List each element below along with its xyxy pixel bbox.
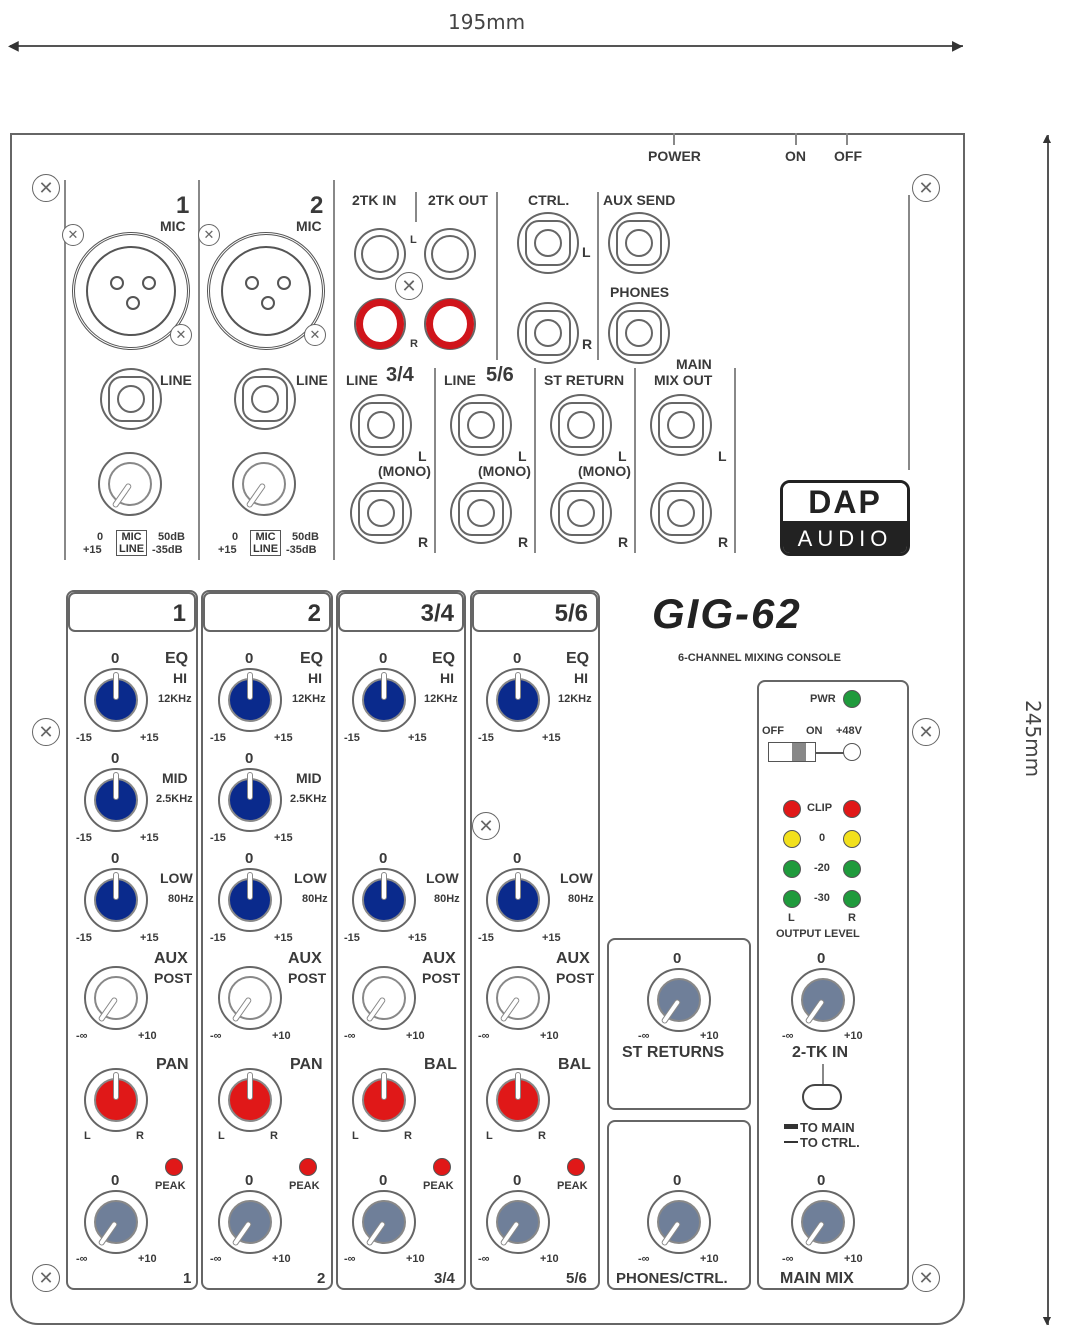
ch1-low-zero: 0 xyxy=(111,850,120,867)
ch2-hi-zero: 0 xyxy=(245,650,254,667)
ch2-aux-label: AUX xyxy=(288,950,322,967)
st-returns-label: ST RETURNS xyxy=(622,1044,725,1061)
line34-mono: (MONO) xyxy=(378,463,431,479)
ch2-mid-freq: 2.5KHz xyxy=(290,793,327,805)
width-dimension-label: 195mm xyxy=(448,10,526,34)
tk-in-zero: 0 xyxy=(817,950,826,967)
ch1-mic-label: MIC xyxy=(160,218,186,234)
ch2-pan-r: R xyxy=(270,1130,278,1142)
ch2-mid-max: +15 xyxy=(274,832,293,844)
ch56-hi-label: HI xyxy=(574,670,588,686)
ch34-foot-label: 3/4 xyxy=(434,1270,455,1287)
ch2-level-min: -∞ xyxy=(210,1253,222,1265)
screw-icon: ✕ xyxy=(62,224,84,246)
width-dimension-line xyxy=(10,45,963,47)
tk-in-knob[interactable] xyxy=(791,968,855,1032)
ctrl-label: CTRL. xyxy=(528,192,570,208)
ch1-low-label: LOW xyxy=(160,870,193,886)
line56-prefix: LINE xyxy=(444,372,476,388)
st-return-r: R xyxy=(618,534,629,550)
tk-in-link xyxy=(822,1064,824,1084)
ch1-foot-label: 1 xyxy=(183,1270,192,1287)
arrow-left-icon: ◀ xyxy=(8,37,19,53)
meter-r-0-led xyxy=(843,830,861,848)
meter-l-30-led xyxy=(783,890,801,908)
meter-30-label: -30 xyxy=(814,892,830,904)
ch34-hi-label: HI xyxy=(440,670,454,686)
ch1-eq-low-knob[interactable] xyxy=(84,868,148,932)
ch2-hi-freq: 12KHz xyxy=(292,693,326,705)
main-mix-knob[interactable] xyxy=(791,1190,855,1254)
button-up-icon xyxy=(784,1141,798,1143)
ch2-level-knob[interactable] xyxy=(218,1190,282,1254)
ch56-hi-zero: 0 xyxy=(513,650,522,667)
ch2-low-zero: 0 xyxy=(245,850,254,867)
st-returns-min: -∞ xyxy=(638,1030,650,1042)
ch1-level-max: +10 xyxy=(138,1253,157,1265)
ch1-level-min: -∞ xyxy=(76,1253,88,1265)
ch56-hi-freq: 12KHz xyxy=(558,693,592,705)
ch2-peak-led xyxy=(299,1158,317,1176)
ch1-line-label: LINE xyxy=(160,372,192,388)
screw-icon: ✕ xyxy=(304,324,326,346)
divider xyxy=(534,368,536,553)
phones-ctrl-max: +10 xyxy=(700,1253,719,1265)
screw-icon: ✕ xyxy=(912,718,940,746)
ch34-low-max: +15 xyxy=(408,932,427,944)
phantom-on-label: ON xyxy=(806,725,823,737)
divider xyxy=(597,192,599,360)
ch1-aux-knob[interactable] xyxy=(84,966,148,1030)
meter-l-clip-led xyxy=(783,800,801,818)
ch2-pan-knob[interactable] xyxy=(218,1068,282,1132)
ch56-bal-l: L xyxy=(486,1130,493,1142)
ch34-peak-label: PEAK xyxy=(423,1180,454,1192)
power-on-label: ON xyxy=(785,148,806,164)
dap-audio-logo xyxy=(780,480,910,556)
meter-r-30-led xyxy=(843,890,861,908)
ch2-eq-label: EQ xyxy=(300,650,324,667)
ch2-low-max: +15 xyxy=(274,932,293,944)
ch34-low-min: -15 xyxy=(344,932,360,944)
phones-label: PHONES xyxy=(610,284,670,300)
ch1-pan-r: R xyxy=(136,1130,144,1142)
phantom-led xyxy=(843,743,861,761)
main-out-l: L xyxy=(718,448,727,464)
line56-l: L xyxy=(518,448,527,464)
power-label: POWER xyxy=(648,148,701,164)
ch34-bal-knob[interactable] xyxy=(352,1068,416,1132)
ctrl-r-jack[interactable] xyxy=(517,302,579,364)
phones-jack[interactable] xyxy=(608,302,670,364)
ch2-mid-label: MID xyxy=(296,770,322,786)
2tk-in-label: 2TK IN xyxy=(352,192,397,208)
ch1-mid-max: +15 xyxy=(140,832,159,844)
tk-in-min: -∞ xyxy=(782,1030,794,1042)
ctrl-r-label: R xyxy=(582,336,593,352)
ch2-low-label: LOW xyxy=(294,870,327,886)
model-name: GIG-62 xyxy=(652,590,802,637)
pwr-led xyxy=(843,690,861,708)
ch34-bal-l: L xyxy=(352,1130,359,1142)
ch56-aux-knob[interactable] xyxy=(486,966,550,1030)
divider xyxy=(333,180,335,560)
ch1-mid-min: -15 xyxy=(76,832,92,844)
to-main-label: TO MAIN xyxy=(800,1120,855,1135)
meter-r-label: R xyxy=(848,912,856,924)
ch34-hi-max: +15 xyxy=(408,732,427,744)
ch2-level-max: +10 xyxy=(272,1253,291,1265)
main-out-r: R xyxy=(718,534,729,550)
line56-r-jack[interactable] xyxy=(450,482,512,544)
ch2-hi-label: HI xyxy=(308,670,322,686)
ch2-low-freq: 80Hz xyxy=(302,893,328,905)
ch1-pan-l: L xyxy=(84,1130,91,1142)
ch56-hi-max: +15 xyxy=(542,732,561,744)
screw-icon: ✕ xyxy=(32,718,60,746)
screw-icon: ✕ xyxy=(912,1264,940,1292)
ch56-foot-label: 5/6 xyxy=(566,1270,587,1287)
ch1-low-max: +15 xyxy=(140,932,159,944)
line34-l: L xyxy=(418,448,427,464)
meter-0-label: 0 xyxy=(819,832,826,844)
ch56-level-knob[interactable] xyxy=(486,1190,550,1254)
ch56-low-min: -15 xyxy=(478,932,494,944)
tk-in-label: 2-TK IN xyxy=(792,1044,848,1061)
screw-icon: ✕ xyxy=(32,174,60,202)
2tk-out-l-rca[interactable] xyxy=(424,228,476,280)
divider xyxy=(415,192,417,222)
ch1-mid-freq: 2.5KHz xyxy=(156,793,193,805)
power-off-label: OFF xyxy=(834,148,862,164)
ch2-line-jack[interactable] xyxy=(234,368,296,430)
main-mix-label: MAIN MIX xyxy=(780,1270,854,1287)
ch34-level-max: +10 xyxy=(406,1253,425,1265)
main-mix-max: +10 xyxy=(844,1253,863,1265)
pwr-label: PWR xyxy=(810,693,836,705)
main-mix-out-label-1: MAIN xyxy=(676,356,712,372)
ch1-mic-line-box xyxy=(116,530,147,556)
st-return-r-jack[interactable] xyxy=(550,482,612,544)
ch34-post-label: POST xyxy=(422,970,461,986)
mode-mic: MIC xyxy=(121,531,142,543)
ch56-peak-led xyxy=(567,1158,585,1176)
logo-bottom: AUDIO xyxy=(783,521,907,556)
ch56-eq-low-knob[interactable] xyxy=(486,868,550,932)
ch34-peak-led xyxy=(433,1158,451,1176)
meter-clip-label: CLIP xyxy=(807,802,833,814)
ch1-aux-label: AUX xyxy=(154,950,188,967)
2tk-out-label: 2TK OUT xyxy=(428,192,488,208)
ch56-post-label: POST xyxy=(556,970,595,986)
ch56-level-max: +10 xyxy=(540,1253,559,1265)
ch2-eq-low-knob[interactable] xyxy=(218,868,282,932)
ch2-gain-knob[interactable] xyxy=(232,452,296,516)
ch1-aux-max: +10 xyxy=(138,1030,157,1042)
ch2-eq-hi-knob[interactable] xyxy=(218,668,282,732)
ch1-level-knob[interactable] xyxy=(84,1190,148,1254)
st-return-label: ST RETURN xyxy=(544,372,625,388)
ch34-hi-min: -15 xyxy=(344,732,360,744)
ch1-gain-knob[interactable] xyxy=(98,452,162,516)
ch56-low-freq: 80Hz xyxy=(568,893,594,905)
ch34-aux-max: +10 xyxy=(406,1030,425,1042)
divider xyxy=(734,368,736,553)
ch56-aux-label: AUX xyxy=(556,950,590,967)
meter-20-label: -20 xyxy=(814,862,830,874)
st-return-l: L xyxy=(618,448,627,464)
ctrl-l-label: L xyxy=(582,244,591,260)
ch34-bal-label: BAL xyxy=(424,1056,457,1073)
phantom-link xyxy=(816,752,844,754)
ch56-hi-min: -15 xyxy=(478,732,494,744)
ch56-bal-label: BAL xyxy=(558,1056,591,1073)
ch56-aux-max: +10 xyxy=(540,1030,559,1042)
mode-mic: MIC xyxy=(255,531,276,543)
st-returns-max: +10 xyxy=(700,1030,719,1042)
st-returns-zero: 0 xyxy=(673,950,682,967)
ch2-mid-min: -15 xyxy=(210,832,226,844)
ch34-bal-r: R xyxy=(404,1130,412,1142)
2tk-r-label: R xyxy=(410,338,418,350)
meter-l-0-led xyxy=(783,830,801,848)
ch56-level-min: -∞ xyxy=(478,1253,490,1265)
ch2-pan-l: L xyxy=(218,1130,225,1142)
ch1-hi-max: +15 xyxy=(140,732,159,744)
divider xyxy=(434,368,436,553)
mode-line: LINE xyxy=(253,543,279,555)
ch2-peak-label: PEAK xyxy=(289,1180,320,1192)
ch56-peak-label: PEAK xyxy=(557,1180,588,1192)
ch56-aux-min: -∞ xyxy=(478,1030,490,1042)
ch1-pan-label: PAN xyxy=(156,1056,189,1073)
main-out-l-jack[interactable] xyxy=(650,394,712,456)
main-out-r-jack[interactable] xyxy=(650,482,712,544)
ch1-eq-mid-knob[interactable] xyxy=(84,768,148,832)
phones-ctrl-min: -∞ xyxy=(638,1253,650,1265)
ch34-low-freq: 80Hz xyxy=(434,893,460,905)
ch34-low-zero: 0 xyxy=(379,850,388,867)
ch2-number: 2 xyxy=(310,192,324,219)
ch1-eq-hi-knob[interactable] xyxy=(84,668,148,732)
ch2-hi-max: +15 xyxy=(274,732,293,744)
ch1-gain-min-line: +15 xyxy=(83,544,102,556)
ch1-hi-label: HI xyxy=(173,670,187,686)
ch56-eq-hi-knob[interactable] xyxy=(486,668,550,732)
line34-r-jack[interactable] xyxy=(350,482,412,544)
meter-l-label: L xyxy=(788,912,795,924)
line34-r: R xyxy=(418,534,429,550)
ch56-low-max: +15 xyxy=(542,932,561,944)
line56-l-jack[interactable] xyxy=(450,394,512,456)
on-tick xyxy=(795,133,797,145)
line56-number: 5/6 xyxy=(486,364,514,386)
ch34-low-label: LOW xyxy=(426,870,459,886)
2tk-in-r-rca[interactable] xyxy=(354,298,406,350)
ch34-hi-zero: 0 xyxy=(379,650,388,667)
aux-send-label: AUX SEND xyxy=(603,192,676,208)
ch1-eq-label: EQ xyxy=(165,650,189,667)
ch2-post-label: POST xyxy=(288,970,327,986)
phones-ctrl-zero: 0 xyxy=(673,1172,682,1189)
model-subtitle: 6-CHANNEL MIXING CONSOLE xyxy=(678,652,841,664)
ch2-foot-label: 2 xyxy=(317,1270,326,1287)
screw-icon: ✕ xyxy=(395,272,423,300)
ch34-hi-freq: 12KHz xyxy=(424,693,458,705)
ch1-low-freq: 80Hz xyxy=(168,893,194,905)
2tk-l-label: L xyxy=(410,234,417,246)
screw-icon: ✕ xyxy=(472,812,500,840)
aux-send-jack[interactable] xyxy=(608,212,670,274)
height-dimension-line xyxy=(1047,135,1049,1325)
ch1-low-min: -15 xyxy=(76,932,92,944)
meter-r-20-led xyxy=(843,860,861,878)
ch34-level-knob[interactable] xyxy=(352,1190,416,1254)
ch2-level-zero: 0 xyxy=(245,1172,254,1189)
ch56-low-zero: 0 xyxy=(513,850,522,867)
ch2-gain-max-mic: 50dB xyxy=(292,531,319,543)
ch2-low-min: -15 xyxy=(210,932,226,944)
ch56-low-label: LOW xyxy=(560,870,593,886)
ch56-bal-r: R xyxy=(538,1130,546,1142)
ch1-hi-zero: 0 xyxy=(111,650,120,667)
st-returns-knob[interactable] xyxy=(647,968,711,1032)
ch34-aux-min: -∞ xyxy=(344,1030,356,1042)
meter-r-clip-led xyxy=(843,800,861,818)
ch1-post-label: POST xyxy=(154,970,193,986)
ch1-aux-min: -∞ xyxy=(76,1030,88,1042)
meter-l-20-led xyxy=(783,860,801,878)
ch34-eq-label: EQ xyxy=(432,650,456,667)
output-level-label: OUTPUT LEVEL xyxy=(776,928,860,940)
power-tick xyxy=(673,133,675,145)
ch1-gain-max-line: -35dB xyxy=(152,544,183,556)
phantom-off-label: OFF xyxy=(762,725,784,737)
ch2-gain-min-mic: 0 xyxy=(232,531,239,543)
screw-icon: ✕ xyxy=(912,174,940,202)
phantom-label: +48V xyxy=(836,725,862,737)
mode-line: LINE xyxy=(119,543,145,555)
phones-ctrl-knob[interactable] xyxy=(647,1190,711,1254)
ch2-mic-label: MIC xyxy=(296,218,322,234)
arrow-right-icon: ▶ xyxy=(952,37,963,53)
ch1-gain-max-mic: 50dB xyxy=(158,531,185,543)
line34-number: 3/4 xyxy=(386,364,414,386)
ch56-level-zero: 0 xyxy=(513,1172,522,1189)
ch2-name-box: 2 xyxy=(203,592,331,632)
divider xyxy=(908,195,910,470)
phones-ctrl-label: PHONES/CTRL. xyxy=(616,1270,728,1287)
button-down-icon xyxy=(784,1124,798,1129)
ch2-aux-knob[interactable] xyxy=(218,966,282,1030)
ch2-line-label: LINE xyxy=(296,372,328,388)
screw-icon: ✕ xyxy=(170,324,192,346)
divider xyxy=(634,368,636,553)
screw-icon: ✕ xyxy=(198,224,220,246)
ch34-name-box: 3/4 xyxy=(338,592,464,632)
ch2-pan-label: PAN xyxy=(290,1056,323,1073)
ch34-level-min: -∞ xyxy=(344,1253,356,1265)
line56-mono: (MONO) xyxy=(478,463,531,479)
ch2-aux-min: -∞ xyxy=(210,1030,222,1042)
main-mix-min: -∞ xyxy=(782,1253,794,1265)
divider xyxy=(496,192,498,360)
ch2-gain-max-line: -35dB xyxy=(286,544,317,556)
ch1-peak-label: PEAK xyxy=(155,1180,186,1192)
ch2-hi-min: -15 xyxy=(210,732,226,744)
ch34-eq-hi-knob[interactable] xyxy=(352,668,416,732)
line34-prefix: LINE xyxy=(346,372,378,388)
height-dimension-label: 245mm xyxy=(1021,700,1045,778)
ch2-aux-max: +10 xyxy=(272,1030,291,1042)
ch34-aux-label: AUX xyxy=(422,950,456,967)
arrow-up-icon: ▲ xyxy=(1040,130,1054,146)
arrow-down-icon: ▼ xyxy=(1040,1312,1054,1328)
ch2-gain-min-line: +15 xyxy=(218,544,237,556)
ch1-line-jack[interactable] xyxy=(100,368,162,430)
ctrl-l-jack[interactable] xyxy=(517,212,579,274)
tk-in-max: +10 xyxy=(844,1030,863,1042)
st-return-mono: (MONO) xyxy=(578,463,631,479)
main-mix-out-label-2: MIX OUT xyxy=(654,372,713,388)
off-tick xyxy=(846,133,848,145)
ch34-level-zero: 0 xyxy=(379,1172,388,1189)
ch1-peak-led xyxy=(165,1158,183,1176)
ch1-hi-min: -15 xyxy=(76,732,92,744)
line56-r: R xyxy=(518,534,529,550)
ch2-mid-zero: 0 xyxy=(245,750,254,767)
ch1-mid-zero: 0 xyxy=(111,750,120,767)
ch1-hi-freq: 12KHz xyxy=(158,693,192,705)
ch2-eq-mid-knob[interactable] xyxy=(218,768,282,832)
ch1-level-zero: 0 xyxy=(111,1172,120,1189)
screw-icon: ✕ xyxy=(32,1264,60,1292)
2tk-in-l-rca[interactable] xyxy=(354,228,406,280)
phantom-switch[interactable] xyxy=(768,742,816,762)
tk-routing-button[interactable] xyxy=(802,1084,842,1110)
ch56-eq-label: EQ xyxy=(566,650,590,667)
st-return-l-jack[interactable] xyxy=(550,394,612,456)
main-mix-zero: 0 xyxy=(817,1172,826,1189)
ch34-aux-knob[interactable] xyxy=(352,966,416,1030)
ch1-mid-label: MID xyxy=(162,770,188,786)
line34-l-jack[interactable] xyxy=(350,394,412,456)
ch1-name-box: 1 xyxy=(68,592,196,632)
ch56-bal-knob[interactable] xyxy=(486,1068,550,1132)
2tk-out-r-rca[interactable] xyxy=(424,298,476,350)
ch1-pan-knob[interactable] xyxy=(84,1068,148,1132)
ch2-mic-line-box xyxy=(250,530,281,556)
to-ctrl-label: TO CTRL. xyxy=(800,1135,860,1150)
ch1-gain-min-mic: 0 xyxy=(97,531,104,543)
ch1-number: 1 xyxy=(176,192,190,219)
logo-top: DAP xyxy=(783,483,907,521)
ch56-name-box: 5/6 xyxy=(472,592,598,632)
ch34-eq-low-knob[interactable] xyxy=(352,868,416,932)
